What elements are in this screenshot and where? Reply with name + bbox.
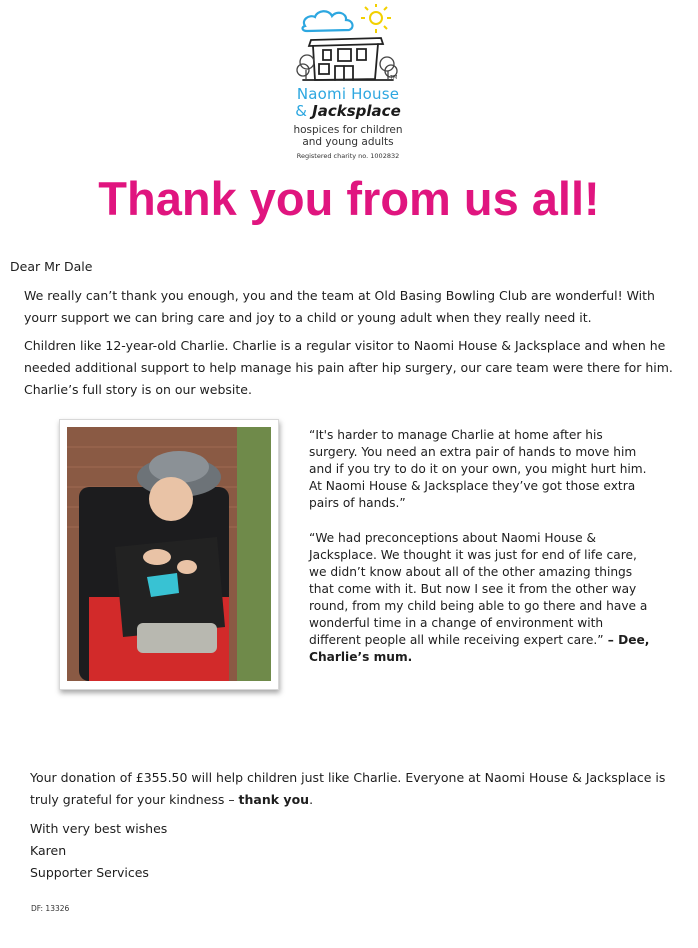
charity-tagline-line2: and young adults xyxy=(302,136,394,148)
sun-icon xyxy=(361,4,391,33)
cloud-icon xyxy=(303,11,353,31)
paragraph-thanks: We really can’t thank you enough, you and the team at Old Basing Bowling Club are wonderful! With yourr support we can bring care and joy to a child or young adult when they really need it. xyxy=(24,288,655,325)
charity-name-line1: Naomi House xyxy=(296,85,400,103)
quote-second-text: “We had preconceptions about Naomi House & Jacksplace. We thought it was just for end of life care, we didn’t know about all of the other amazing things that come with it. But now I see it from the other way round, from my child being able to go there and have a wonderful time in a change of environment with different people all while receiving expert care.” xyxy=(309,531,648,647)
quote-first: “It's harder to manage Charlie at home after his surgery. You need an extra pair of hands to move him and if you try to do it on your own, you might hurt him. At Naomi House & Jacksplace they’ve got those extra pairs of hands.” xyxy=(309,428,647,510)
donation-end: . xyxy=(309,792,314,807)
tree-icon xyxy=(297,55,397,80)
charity-name-ampersand: & xyxy=(295,102,307,120)
quote-second xyxy=(309,530,654,666)
house-icon xyxy=(303,38,393,80)
donation-thank-you: thank you xyxy=(238,792,310,807)
closing-wishes: With very best wishes xyxy=(30,821,168,836)
charity-tagline xyxy=(270,124,426,148)
charlie-photo xyxy=(59,419,279,690)
page-title: Thank you from us all! xyxy=(98,172,600,225)
charlie-photo-image xyxy=(67,427,271,681)
donation-text: Your donation of £355.50 will help children just like Charlie. Everyone at Naomi House & Jacksplace is truly grateful for your kindness – xyxy=(30,770,666,807)
registration-number: Registered charity no. 1002832 xyxy=(296,152,400,160)
charity-tagline-line1: hospices for children xyxy=(293,124,403,136)
signature-name: Karen xyxy=(30,843,67,858)
donation-paragraph xyxy=(30,767,670,811)
charity-name-line2 xyxy=(270,103,426,120)
charity-name-jacksplace: Jacksplace xyxy=(312,102,401,120)
paragraph-charlie-story: Children like 12-year-old Charlie. Charlie is a regular visitor to Naomi House & Jacksplace and when he needed additional support to help manage his pain after hip surgery, our care team were there for him. Charlie’s full story is on our website. xyxy=(24,338,673,397)
quote-attribution: – Dee, Charlie’s mum. xyxy=(309,633,650,664)
trademark: TM xyxy=(390,75,398,81)
salutation: Dear Mr Dale xyxy=(10,259,93,274)
reference-code: DF: 13326 xyxy=(31,904,70,913)
signature-department: Supporter Services xyxy=(30,865,149,880)
charity-name xyxy=(270,86,426,120)
